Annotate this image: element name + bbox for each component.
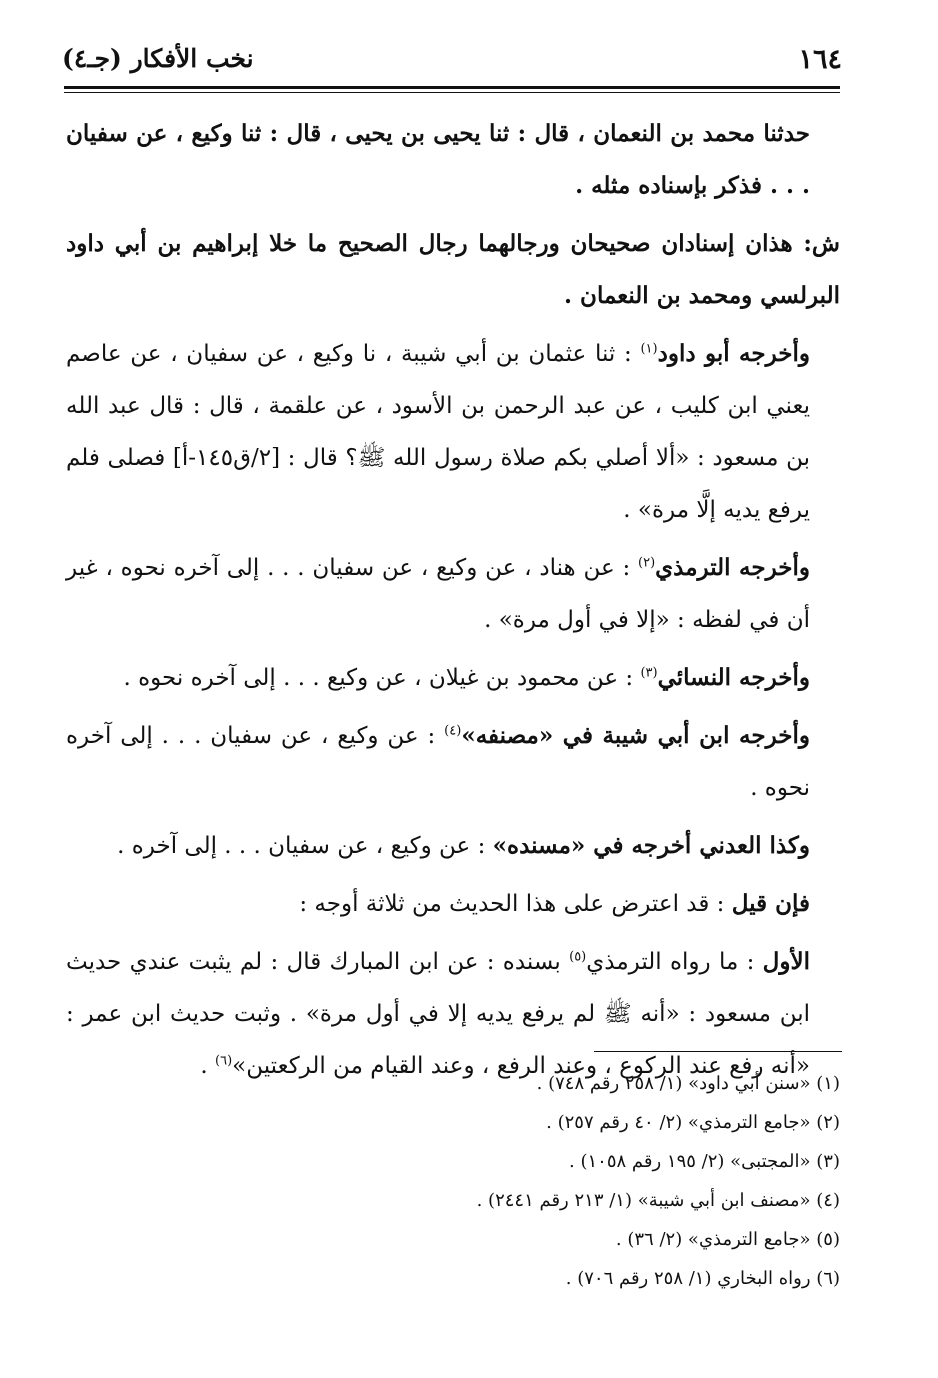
footnote: (٢) «جامع الترمذي» (٢/ ٤٠ رقم ٢٥٧) .	[546, 1112, 840, 1133]
paragraph-chain: حدثنا محمد بن النعمان ، قال : ثنا يحيى بن يحيى ، قال : ثنا وكيع ، عن سفيان . . . فذكر بإسناده مثله .	[66, 120, 810, 199]
page-header	[62, 40, 842, 80]
paragraph-text: : عن محمود بن غيلان ، عن وكيع . . . إلى آخره نحوه .	[123, 665, 641, 691]
footnote-ref: (٣)	[640, 665, 658, 681]
paragraph-nasai	[66, 652, 840, 704]
paragraph-text: : ما رواه الترمذي	[586, 949, 763, 975]
header-rule	[64, 86, 840, 89]
footnotes	[66, 1064, 840, 1298]
footnote: (١) «سنن أبي داود» (١/ ٢٥٨ رقم ٧٤٨) .	[536, 1073, 840, 1094]
page-number: ١٦٤	[798, 44, 842, 75]
footnote-ref: (٥)	[569, 949, 587, 965]
footnote-ref: (٤)	[444, 723, 462, 739]
paragraph-lead: وأخرجه الترمذي	[655, 554, 810, 581]
commentary-text: ش: هذان إسنادان صحيحان ورجالهما رجال الصحيح ما خلا إبراهيم بن أبي داود البرلسي ومحمد بن النعمان .	[66, 230, 840, 309]
paragraph-abu-dawud	[66, 328, 840, 536]
paragraph-lead: وأخرجه ابن أبي شيبة في «مصنفه»	[461, 722, 810, 749]
paragraph-text: : قد اعترض على هذا الحديث من ثلاثة أوجه :	[299, 891, 732, 917]
paragraph-lead: وأخرجه أبو داود	[657, 340, 810, 367]
paragraph-lead: وكذا العدني أخرجه في «مسنده»	[492, 832, 810, 859]
paragraph-text: : عن وكيع ، عن سفيان . . . إلى آخره .	[117, 833, 493, 859]
running-title: نخب الأفكار (جـ٤)	[62, 44, 254, 73]
footnote-ref: (٢)	[638, 555, 656, 571]
paragraph-objection	[66, 878, 840, 930]
paragraph-tirmidhi	[66, 542, 840, 646]
footnote-rule	[594, 1051, 842, 1052]
paragraph-text: : عن هناد ، عن وكيع ، عن سفيان . . . إلى آخره نحوه ، غير أن في لفظه : «إلا في أول مرة» .	[66, 555, 810, 633]
footnote-ref: (١)	[640, 341, 658, 357]
paragraph-ibn-abi-shaybah	[66, 710, 840, 814]
footnote: (٦) رواه البخاري (١/ ٢٥٨ رقم ٧٠٦) .	[565, 1268, 840, 1289]
footnote: (٣) «المجتبى» (٢/ ١٩٥ رقم ١٠٥٨) .	[569, 1151, 840, 1172]
paragraph-lead: الأول	[762, 948, 810, 975]
header-rule-thin	[64, 92, 840, 93]
paragraph-lead: فإن قيل	[731, 890, 810, 917]
paragraph-adani	[66, 820, 840, 872]
paragraph-text: بسنده : عن ابن المبارك قال : لم يثبت عندي حديث ابن مسعود : «أنه ﷺ لم يرفع يديه إلا في أول مرة» . وثبت حديث ابن عمر : «أنه رفع عند الركوع ، وعند الرفع ، وعند القيام من الركعتين»	[66, 949, 810, 1079]
footnote: (٥) «جامع الترمذي» (٢/ ٣٦) .	[615, 1229, 840, 1250]
main-text	[66, 108, 840, 1098]
paragraph-commentary	[66, 218, 840, 322]
paragraph-text: : ثنا عثمان بن أبي شيبة ، نا وكيع ، عن سفيان ، عن عاصم يعني ابن كليب ، عن عبد الرحمن بن الأسود ، عن علقمة ، قال : قال عبد الله بن مسعود : «ألا أصلي بكم صلاة رسول الله ﷺ؟ قال : [٢/ق١٤٥-أ] فصلى فلم يرفع يديه إلَّا مرة» .	[66, 341, 810, 523]
paragraph-text: .	[200, 1053, 216, 1079]
paragraph-lead: وأخرجه النسائي	[657, 664, 810, 691]
footnote: (٤) «مصنف ابن أبي شيبة» (١/ ٢١٣ رقم ٢٤٤١) .	[476, 1190, 840, 1211]
paragraph-text: : عن وكيع ، عن سفيان . . . إلى آخره نحوه .	[66, 723, 810, 801]
footnote-ref: (٦)	[215, 1053, 233, 1069]
